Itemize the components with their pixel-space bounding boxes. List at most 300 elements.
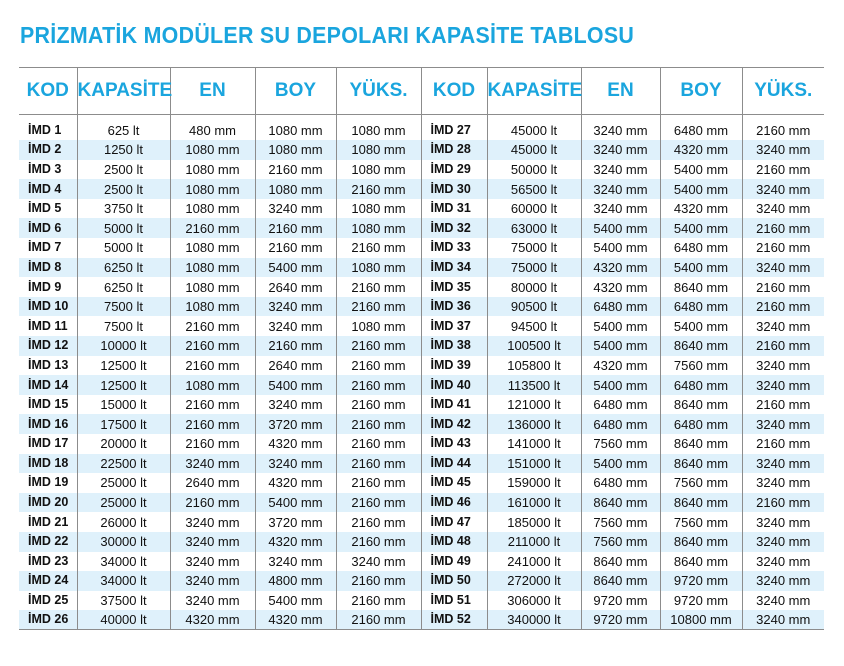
cell-kod: İMD 19 bbox=[19, 473, 77, 493]
cell-en: 3240 mm bbox=[581, 199, 660, 219]
cell-boy: 5400 mm bbox=[660, 218, 742, 238]
cell-kod: İMD 7 bbox=[19, 238, 77, 258]
cell-yuks: 2160 mm bbox=[336, 591, 421, 611]
cell-yuks: 2160 mm bbox=[756, 279, 811, 295]
cell-boy: 3720 mm bbox=[255, 414, 336, 434]
cell-boy: 7560 mm bbox=[660, 473, 742, 493]
cell-boy: 2160 mm bbox=[255, 218, 336, 238]
cell-kod: İMD 39 bbox=[421, 356, 487, 376]
cell-kod: İMD 16 bbox=[19, 414, 77, 434]
cell-kod: İMD 32 bbox=[421, 218, 487, 238]
table-row bbox=[19, 414, 824, 434]
cell-yuks: 3240 mm bbox=[756, 201, 811, 217]
cell-kod: İMD 37 bbox=[421, 316, 487, 336]
cell-kapasite: 141000 lt bbox=[487, 434, 581, 454]
cell-kod: İMD 2 bbox=[19, 140, 77, 160]
cell-yuks: 3240 mm bbox=[742, 610, 824, 630]
cell-kapasite: 10000 lt bbox=[77, 336, 170, 356]
table-row bbox=[19, 199, 824, 219]
capacity-table bbox=[19, 67, 824, 630]
cell-en: 2160 mm bbox=[170, 218, 255, 238]
cell-kod: İMD 20 bbox=[19, 493, 77, 513]
cell-en: 3240 mm bbox=[581, 121, 660, 141]
cell-kapasite: 50000 lt bbox=[487, 160, 581, 180]
cell-boy: 6480 mm bbox=[660, 238, 742, 258]
table-row bbox=[19, 454, 824, 474]
cell-en: 1080 mm bbox=[170, 160, 255, 180]
cell-boy: 6480 mm bbox=[660, 375, 742, 395]
header-row bbox=[19, 68, 824, 115]
cell-boy: 8640 mm bbox=[660, 493, 742, 513]
cell-kapasite: 40000 lt bbox=[77, 610, 170, 630]
table-row bbox=[19, 121, 824, 141]
cell-boy: 5400 mm bbox=[255, 493, 336, 513]
cell-kod: İMD 48 bbox=[421, 532, 487, 552]
cell-boy: 4320 mm bbox=[255, 610, 336, 630]
cell-kapasite: 340000 lt bbox=[487, 610, 581, 630]
cell-en: 1080 mm bbox=[170, 258, 255, 278]
cell-en: 3240 mm bbox=[581, 140, 660, 160]
cell-yuks: 2160 mm bbox=[336, 434, 421, 454]
cell-boy: 4320 mm bbox=[660, 199, 742, 219]
cell-boy: 4320 mm bbox=[255, 473, 336, 493]
table-row bbox=[19, 493, 824, 513]
cell-yuks: 2160 mm bbox=[742, 336, 824, 356]
cell-yuks: 3240 mm bbox=[756, 475, 811, 491]
table-row bbox=[19, 356, 824, 376]
cell-yuks: 2160 mm bbox=[756, 161, 811, 177]
cell-boy: 1080 mm bbox=[255, 140, 336, 160]
table-row bbox=[19, 591, 824, 611]
cell-kod: İMD 22 bbox=[19, 532, 77, 552]
cell-boy: 5400 mm bbox=[660, 160, 742, 180]
cell-yuks: 3240 mm bbox=[756, 357, 811, 373]
cell-en: 4320 mm bbox=[581, 277, 660, 297]
cell-kapasite: 30000 lt bbox=[77, 532, 170, 552]
cell-yuks: 3240 mm bbox=[756, 318, 811, 334]
cell-boy: 3240 mm bbox=[255, 297, 336, 317]
cell-kod: İMD 17 bbox=[19, 434, 77, 454]
cell-kapasite: 37500 lt bbox=[77, 591, 170, 611]
cell-yuks: 3240 mm bbox=[742, 375, 824, 395]
cell-kapasite: 34000 lt bbox=[77, 552, 170, 572]
cell-en: 5400 mm bbox=[581, 454, 660, 474]
cell-kod: İMD 38 bbox=[421, 336, 487, 356]
cell-yuks: 2160 mm bbox=[336, 356, 421, 376]
cell-kod: İMD 18 bbox=[19, 454, 77, 474]
cell-kapasite: 45000 lt bbox=[487, 140, 581, 160]
cell-boy: 9720 mm bbox=[660, 591, 742, 611]
cell-kapasite: 22500 lt bbox=[77, 454, 170, 474]
cell-kod: İMD 26 bbox=[19, 610, 77, 630]
cell-yuks: 1080 mm bbox=[336, 121, 421, 141]
table-row bbox=[19, 375, 824, 395]
cell-yuks: 3240 mm bbox=[336, 552, 421, 572]
header-yuks: YÜKS. bbox=[336, 68, 421, 115]
cell-kod: İMD 24 bbox=[19, 571, 77, 591]
cell-kapasite: 6250 lt bbox=[77, 258, 170, 278]
cell-en: 3240 mm bbox=[581, 179, 660, 199]
table-row bbox=[19, 571, 824, 591]
cell-boy: 2640 mm bbox=[255, 356, 336, 376]
cell-boy: 4320 mm bbox=[255, 532, 336, 552]
cell-yuks: 3240 mm bbox=[742, 258, 824, 278]
cell-en: 3240 mm bbox=[170, 552, 255, 572]
cell-en: 1080 mm bbox=[170, 199, 255, 219]
cell-kapasite: 12500 lt bbox=[77, 375, 170, 395]
cell-yuks: 2160 mm bbox=[336, 375, 421, 395]
cell-kod: İMD 6 bbox=[19, 218, 77, 238]
cell-boy: 3720 mm bbox=[255, 512, 336, 532]
cell-yuks: 2160 mm bbox=[742, 297, 824, 317]
cell-kapasite: 15000 lt bbox=[77, 395, 170, 415]
cell-kod: İMD 10 bbox=[19, 297, 77, 317]
cell-yuks: 2160 mm bbox=[742, 218, 824, 238]
cell-boy: 10800 mm bbox=[660, 610, 742, 630]
cell-yuks: 3240 mm bbox=[742, 571, 824, 591]
cell-boy: 8640 mm bbox=[660, 552, 742, 572]
cell-boy: 6480 mm bbox=[660, 121, 742, 141]
cell-kapasite: 185000 lt bbox=[487, 512, 581, 532]
cell-kapasite: 17500 lt bbox=[77, 414, 170, 434]
cell-boy: 3240 mm bbox=[255, 454, 336, 474]
header-boy: BOY bbox=[255, 68, 336, 115]
cell-yuks: 2160 mm bbox=[336, 395, 421, 415]
cell-kod: İMD 45 bbox=[421, 473, 487, 493]
cell-boy: 4320 mm bbox=[660, 140, 742, 160]
table-row bbox=[19, 512, 824, 532]
cell-en: 6480 mm bbox=[581, 297, 660, 317]
cell-en: 5400 mm bbox=[581, 375, 660, 395]
cell-kapasite: 6250 lt bbox=[77, 277, 170, 297]
header-kapasite: KAPASİTE bbox=[487, 68, 581, 115]
cell-yuks: 2160 mm bbox=[336, 414, 421, 434]
cell-boy: 5400 mm bbox=[660, 258, 742, 278]
cell-yuks: 2160 mm bbox=[336, 277, 421, 297]
cell-en: 7560 mm bbox=[581, 434, 660, 454]
cell-kod: İMD 23 bbox=[19, 552, 77, 572]
cell-yuks: 1080 mm bbox=[336, 160, 421, 180]
cell-kod: İMD 11 bbox=[19, 316, 77, 336]
cell-kapasite: 25000 lt bbox=[77, 473, 170, 493]
cell-kod: İMD 9 bbox=[19, 277, 77, 297]
table-row bbox=[19, 336, 824, 356]
cell-kod: İMD 42 bbox=[421, 414, 487, 434]
cell-yuks: 2160 mm bbox=[336, 297, 421, 317]
cell-kapasite: 7500 lt bbox=[77, 316, 170, 336]
cell-yuks: 1080 mm bbox=[336, 218, 421, 238]
cell-kapasite: 3750 lt bbox=[77, 199, 170, 219]
cell-yuks: 3240 mm bbox=[756, 514, 811, 530]
cell-yuks: 3240 mm bbox=[756, 553, 811, 569]
cell-en: 8640 mm bbox=[581, 552, 660, 572]
cell-boy: 8640 mm bbox=[660, 277, 742, 297]
cell-kod: İMD 14 bbox=[19, 375, 77, 395]
cell-kod: İMD 49 bbox=[421, 552, 487, 572]
cell-en: 3240 mm bbox=[170, 532, 255, 552]
cell-kapasite: 100500 lt bbox=[487, 336, 581, 356]
table-row bbox=[19, 218, 824, 238]
cell-kod: İMD 8 bbox=[19, 258, 77, 278]
cell-yuks: 2160 mm bbox=[336, 336, 421, 356]
cell-yuks: 2160 mm bbox=[336, 532, 421, 552]
cell-kod: İMD 35 bbox=[421, 277, 487, 297]
cell-en: 1080 mm bbox=[170, 238, 255, 258]
table-row bbox=[19, 160, 824, 180]
cell-en: 3240 mm bbox=[170, 591, 255, 611]
cell-kod: İMD 29 bbox=[421, 160, 487, 180]
cell-yuks: 3240 mm bbox=[742, 454, 824, 474]
cell-kapasite: 159000 lt bbox=[487, 473, 581, 493]
cell-kapasite: 80000 lt bbox=[487, 277, 581, 297]
cell-kod: İMD 51 bbox=[421, 591, 487, 611]
cell-en: 8640 mm bbox=[581, 493, 660, 513]
cell-en: 7560 mm bbox=[581, 512, 660, 532]
cell-boy: 1080 mm bbox=[255, 121, 336, 141]
cell-kod: İMD 28 bbox=[421, 140, 487, 160]
cell-en: 6480 mm bbox=[581, 414, 660, 434]
cell-en: 3240 mm bbox=[170, 512, 255, 532]
cell-en: 2160 mm bbox=[170, 336, 255, 356]
cell-en: 2160 mm bbox=[170, 356, 255, 376]
cell-kapasite: 12500 lt bbox=[77, 356, 170, 376]
cell-kapasite: 121000 lt bbox=[487, 395, 581, 415]
cell-yuks: 2160 mm bbox=[336, 238, 421, 258]
cell-kod: İMD 27 bbox=[421, 121, 487, 141]
cell-yuks: 3240 mm bbox=[742, 414, 824, 434]
cell-en: 7560 mm bbox=[581, 532, 660, 552]
table-row bbox=[19, 610, 824, 630]
header-kod: KOD bbox=[421, 68, 487, 115]
table-body bbox=[19, 115, 824, 630]
cell-boy: 2160 mm bbox=[255, 160, 336, 180]
cell-kod: İMD 50 bbox=[421, 571, 487, 591]
cell-en: 3240 mm bbox=[170, 571, 255, 591]
cell-boy: 8640 mm bbox=[660, 336, 742, 356]
cell-en: 1080 mm bbox=[170, 297, 255, 317]
cell-boy: 5400 mm bbox=[660, 179, 742, 199]
cell-kod: İMD 44 bbox=[421, 454, 487, 474]
cell-kod: İMD 33 bbox=[421, 238, 487, 258]
cell-boy: 6480 mm bbox=[660, 297, 742, 317]
cell-kod: İMD 15 bbox=[19, 395, 77, 415]
cell-kapasite: 113500 lt bbox=[487, 375, 581, 395]
cell-kapasite: 60000 lt bbox=[487, 199, 581, 219]
cell-boy: 4320 mm bbox=[255, 434, 336, 454]
cell-en: 2160 mm bbox=[170, 414, 255, 434]
cell-kod: İMD 31 bbox=[421, 199, 487, 219]
cell-kapasite: 1250 lt bbox=[77, 140, 170, 160]
cell-yuks: 2160 mm bbox=[336, 512, 421, 532]
table-row bbox=[19, 179, 824, 199]
cell-kapasite: 90500 lt bbox=[487, 297, 581, 317]
cell-boy: 2160 mm bbox=[255, 238, 336, 258]
cell-boy: 3240 mm bbox=[255, 199, 336, 219]
cell-en: 6480 mm bbox=[581, 395, 660, 415]
cell-kod: İMD 46 bbox=[421, 493, 487, 513]
cell-en: 3240 mm bbox=[581, 160, 660, 180]
cell-yuks: 1080 mm bbox=[336, 140, 421, 160]
header-yuks: YÜKS. bbox=[742, 68, 824, 115]
cell-en: 9720 mm bbox=[581, 591, 660, 611]
cell-kod: İMD 47 bbox=[421, 512, 487, 532]
table-row bbox=[19, 434, 824, 454]
cell-en: 1080 mm bbox=[170, 140, 255, 160]
cell-boy: 5400 mm bbox=[660, 316, 742, 336]
cell-kod: İMD 3 bbox=[19, 160, 77, 180]
cell-kod: İMD 5 bbox=[19, 199, 77, 219]
cell-en: 5400 mm bbox=[581, 336, 660, 356]
cell-kapasite: 306000 lt bbox=[487, 591, 581, 611]
cell-en: 6480 mm bbox=[581, 473, 660, 493]
cell-kod: İMD 36 bbox=[421, 297, 487, 317]
cell-yuks: 2160 mm bbox=[336, 473, 421, 493]
cell-en: 4320 mm bbox=[170, 610, 255, 630]
cell-en: 4320 mm bbox=[581, 258, 660, 278]
cell-kod: İMD 1 bbox=[19, 121, 77, 141]
cell-yuks: 2160 mm bbox=[742, 493, 824, 513]
cell-yuks: 3240 mm bbox=[742, 140, 824, 160]
cell-boy: 3240 mm bbox=[255, 316, 336, 336]
cell-kod: İMD 52 bbox=[421, 610, 487, 630]
table-row bbox=[19, 277, 824, 297]
cell-en: 2160 mm bbox=[170, 493, 255, 513]
cell-yuks: 2160 mm bbox=[336, 179, 421, 199]
cell-kod: İMD 25 bbox=[19, 591, 77, 611]
cell-kapasite: 625 lt bbox=[77, 121, 170, 141]
cell-boy: 3240 mm bbox=[255, 552, 336, 572]
cell-kapasite: 161000 lt bbox=[487, 493, 581, 513]
cell-en: 5400 mm bbox=[581, 218, 660, 238]
cell-kod: İMD 30 bbox=[421, 179, 487, 199]
cell-boy: 7560 mm bbox=[660, 512, 742, 532]
cell-boy: 9720 mm bbox=[660, 571, 742, 591]
header-boy: BOY bbox=[660, 68, 742, 115]
cell-yuks: 2160 mm bbox=[336, 571, 421, 591]
cell-kod: İMD 21 bbox=[19, 512, 77, 532]
cell-yuks: 2160 mm bbox=[756, 397, 811, 413]
cell-kapasite: 7500 lt bbox=[77, 297, 170, 317]
header-en: EN bbox=[581, 68, 660, 115]
cell-boy: 3240 mm bbox=[255, 395, 336, 415]
cell-yuks: 2160 mm bbox=[756, 122, 811, 138]
cell-kapasite: 136000 lt bbox=[487, 414, 581, 434]
cell-en: 8640 mm bbox=[581, 571, 660, 591]
table-row bbox=[19, 552, 824, 572]
cell-en: 4320 mm bbox=[581, 356, 660, 376]
cell-kapasite: 45000 lt bbox=[487, 121, 581, 141]
cell-kod: İMD 13 bbox=[19, 356, 77, 376]
cell-en: 1080 mm bbox=[170, 375, 255, 395]
cell-en: 3240 mm bbox=[170, 454, 255, 474]
cell-boy: 6480 mm bbox=[660, 414, 742, 434]
cell-kapasite: 26000 lt bbox=[77, 512, 170, 532]
cell-kapasite: 105800 lt bbox=[487, 356, 581, 376]
cell-en: 1080 mm bbox=[170, 179, 255, 199]
cell-kod: İMD 4 bbox=[19, 179, 77, 199]
cell-en: 480 mm bbox=[170, 121, 255, 141]
cell-kapasite: 56500 lt bbox=[487, 179, 581, 199]
cell-kod: İMD 40 bbox=[421, 375, 487, 395]
table-row bbox=[19, 297, 824, 317]
cell-yuks: 3240 mm bbox=[742, 532, 824, 552]
header-kapasite: KAPASİTE bbox=[77, 68, 170, 115]
table-row bbox=[19, 140, 824, 160]
cell-en: 2160 mm bbox=[170, 434, 255, 454]
cell-kod: İMD 12 bbox=[19, 336, 77, 356]
cell-boy: 8640 mm bbox=[660, 434, 742, 454]
cell-kapasite: 151000 lt bbox=[487, 454, 581, 474]
cell-en: 5400 mm bbox=[581, 238, 660, 258]
cell-en: 1080 mm bbox=[170, 277, 255, 297]
cell-yuks: 2160 mm bbox=[756, 436, 811, 452]
cell-en: 2160 mm bbox=[170, 395, 255, 415]
cell-en: 9720 mm bbox=[581, 610, 660, 630]
cell-boy: 2640 mm bbox=[255, 277, 336, 297]
cell-kapasite: 272000 lt bbox=[487, 571, 581, 591]
cell-kapasite: 5000 lt bbox=[77, 218, 170, 238]
cell-boy: 5400 mm bbox=[255, 591, 336, 611]
cell-kapasite: 25000 lt bbox=[77, 493, 170, 513]
cell-en: 5400 mm bbox=[581, 316, 660, 336]
cell-kapasite: 63000 lt bbox=[487, 218, 581, 238]
cell-yuks: 1080 mm bbox=[336, 316, 421, 336]
header-kod: KOD bbox=[19, 68, 77, 115]
cell-boy: 8640 mm bbox=[660, 454, 742, 474]
table-row bbox=[19, 532, 824, 552]
cell-yuks: 2160 mm bbox=[336, 493, 421, 513]
cell-en: 2640 mm bbox=[170, 473, 255, 493]
table-row bbox=[19, 238, 824, 258]
table-row bbox=[19, 316, 824, 336]
cell-yuks: 2160 mm bbox=[336, 610, 421, 630]
cell-yuks: 2160 mm bbox=[336, 454, 421, 474]
cell-kapasite: 211000 lt bbox=[487, 532, 581, 552]
cell-boy: 7560 mm bbox=[660, 356, 742, 376]
cell-kapasite: 34000 lt bbox=[77, 571, 170, 591]
cell-kapasite: 75000 lt bbox=[487, 258, 581, 278]
cell-yuks: 1080 mm bbox=[336, 199, 421, 219]
cell-boy: 8640 mm bbox=[660, 532, 742, 552]
cell-kod: İMD 34 bbox=[421, 258, 487, 278]
cell-kapasite: 241000 lt bbox=[487, 552, 581, 572]
cell-kapasite: 75000 lt bbox=[487, 238, 581, 258]
cell-yuks: 1080 mm bbox=[336, 258, 421, 278]
cell-boy: 4800 mm bbox=[255, 571, 336, 591]
table-row bbox=[19, 395, 824, 415]
cell-yuks: 3240 mm bbox=[742, 179, 824, 199]
cell-kod: İMD 41 bbox=[421, 395, 487, 415]
cell-boy: 8640 mm bbox=[660, 395, 742, 415]
cell-boy: 5400 mm bbox=[255, 375, 336, 395]
cell-en: 2160 mm bbox=[170, 316, 255, 336]
cell-boy: 1080 mm bbox=[255, 179, 336, 199]
cell-kapasite: 20000 lt bbox=[77, 434, 170, 454]
cell-kapasite: 94500 lt bbox=[487, 316, 581, 336]
cell-yuks: 3240 mm bbox=[756, 593, 811, 609]
cell-kapasite: 2500 lt bbox=[77, 179, 170, 199]
cell-boy: 5400 mm bbox=[255, 258, 336, 278]
page-title: PRİZMATİK MODÜLER SU DEPOLARI KAPASİTE TABLOSU bbox=[20, 22, 635, 48]
cell-kapasite: 2500 lt bbox=[77, 160, 170, 180]
header-en: EN bbox=[170, 68, 255, 115]
table-row bbox=[19, 473, 824, 493]
cell-boy: 2160 mm bbox=[255, 336, 336, 356]
cell-kod: İMD 43 bbox=[421, 434, 487, 454]
table-row bbox=[19, 258, 824, 278]
cell-yuks: 2160 mm bbox=[756, 240, 811, 256]
cell-kapasite: 5000 lt bbox=[77, 238, 170, 258]
